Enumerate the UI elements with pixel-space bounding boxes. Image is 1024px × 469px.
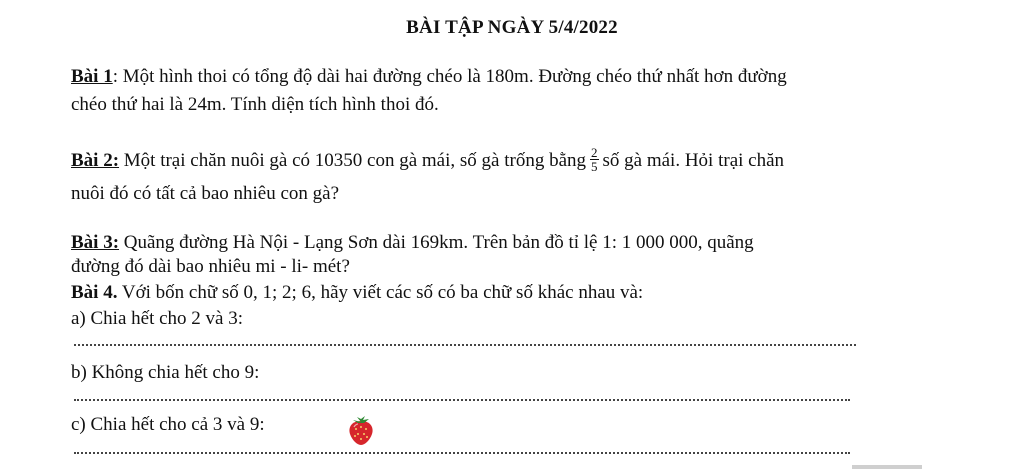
page-title: BÀI TẬP NGÀY 5/4/2022 <box>406 17 618 38</box>
bai1-line1 <box>71 66 787 88</box>
fraction-denominator: 5 <box>591 159 598 174</box>
bai3-label: Bài 3: <box>71 232 120 253</box>
bai2-line1 <box>71 145 785 175</box>
bai4-text1: Với bốn chữ số 0, 1; 2; 6, hãy viết các số có ba chữ số khác nhau và: <box>117 282 644 303</box>
bai1-line2: chéo thứ hai là 24m. Tính diện tích hình thoi đó. <box>71 94 439 115</box>
bai4-part-a: a) Chia hết cho 2 và 3: <box>71 308 244 329</box>
strawberry-icon <box>346 414 376 446</box>
fraction-numerator: 2 <box>591 145 598 160</box>
bai4-part-c: c) Chia hết cho cả 3 và 9: <box>71 414 265 435</box>
bai3-line1 <box>71 232 754 254</box>
bai3-text1: Quãng đường Hà Nội - Lạng Sơn dài 169km. Trên bản đồ tỉ lệ 1: 1 000 000, quãng <box>119 232 754 253</box>
answer-line-a[interactable] <box>74 340 856 346</box>
fraction <box>590 146 599 173</box>
bai4-line1 <box>71 282 643 304</box>
bai2-label: Bài 2: <box>71 149 120 171</box>
bai1-label: Bài 1 <box>71 66 113 87</box>
page-edge-mark <box>852 465 922 469</box>
bai2-text1-before: Một trại chăn nuôi gà có 10350 con gà mái, số gà trống bằng <box>119 149 587 171</box>
bai3-line2: đường đó dài bao nhiêu mi - li- mét? <box>71 256 350 277</box>
bai4-label: Bài 4. <box>71 282 118 303</box>
bai4-part-b: b) Không chia hết cho 9: <box>71 362 260 383</box>
bai2-text1-after: số gà mái. Hỏi trại chăn <box>602 149 785 171</box>
answer-line-b[interactable] <box>74 395 850 401</box>
bai2-line2: nuôi đó có tất cả bao nhiêu con gà? <box>71 183 340 204</box>
bai1-text1: : Một hình thoi có tổng độ dài hai đường chéo là 180m. Đường chéo thứ nhất hơn đường <box>112 66 787 87</box>
answer-line-c[interactable] <box>74 448 850 454</box>
